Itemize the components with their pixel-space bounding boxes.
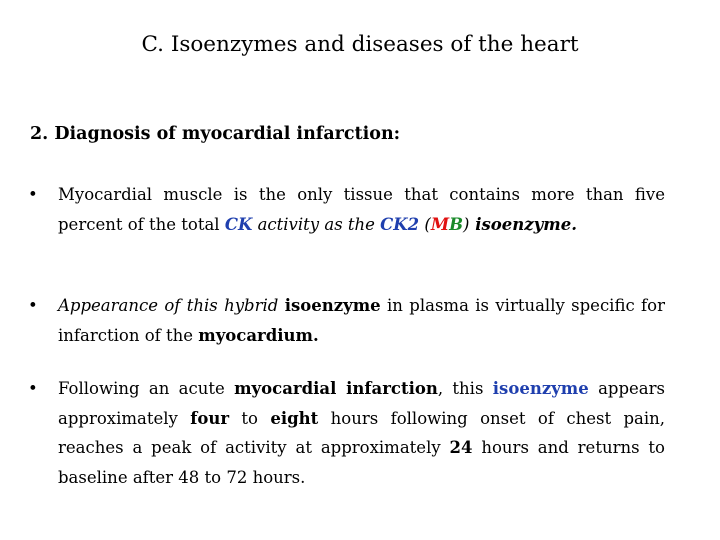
bullet-timeline (28, 374, 665, 492)
bullet-hybrid-isoenzyme (28, 291, 665, 350)
bullet-text (58, 291, 665, 350)
b-subunit: B (449, 214, 464, 234)
bullet-marker: • (28, 185, 38, 204)
text-segment: ) (463, 214, 470, 234)
text-segment: ( (419, 214, 431, 234)
isoenzyme-term: isoenzyme (284, 296, 381, 315)
text-segment: Myocardial muscle is the only tissue that contains more than five percent of the total (58, 185, 665, 234)
ck2-term: CK2 (380, 214, 420, 234)
myocardium-term: myocardium. (198, 325, 319, 345)
text-segment: appears approximately (58, 379, 665, 428)
text-segment: Appearance of this hybrid (58, 296, 285, 315)
isoenzyme-term: isoenzyme. (469, 214, 577, 234)
text-segment: activity as the (252, 214, 381, 234)
text-segment: , this (437, 379, 493, 398)
text-segment: in plasma is virtually specific for infarction of the (58, 296, 665, 345)
mi-term: myocardial infarction (234, 379, 438, 398)
text-segment: to (229, 408, 271, 428)
section-heading: 2. Diagnosis of myocardial infarction: (30, 124, 401, 144)
m-subunit: M (430, 214, 450, 234)
bullet-text (58, 374, 665, 492)
bullet-text (58, 180, 665, 239)
four-term: four (190, 408, 230, 428)
isoenzyme-term: isoenzyme (492, 379, 589, 398)
text-segment: hours and returns to baseline after 48 to 72 hours. (58, 438, 665, 487)
hours-24-term: 24 (449, 438, 473, 457)
slide-title: C. Isoenzymes and diseases of the heart (141, 32, 579, 57)
text-segment: hours following onset of chest pain, reaches a peak of activity at approximately (58, 408, 666, 457)
bullet-ck-content (28, 180, 665, 239)
bullet-marker: • (28, 379, 38, 398)
eight-term: eight (270, 408, 319, 428)
ck-term: CK (224, 214, 253, 234)
text-segment: Following an acute (58, 379, 235, 398)
bullet-marker: • (28, 296, 38, 315)
